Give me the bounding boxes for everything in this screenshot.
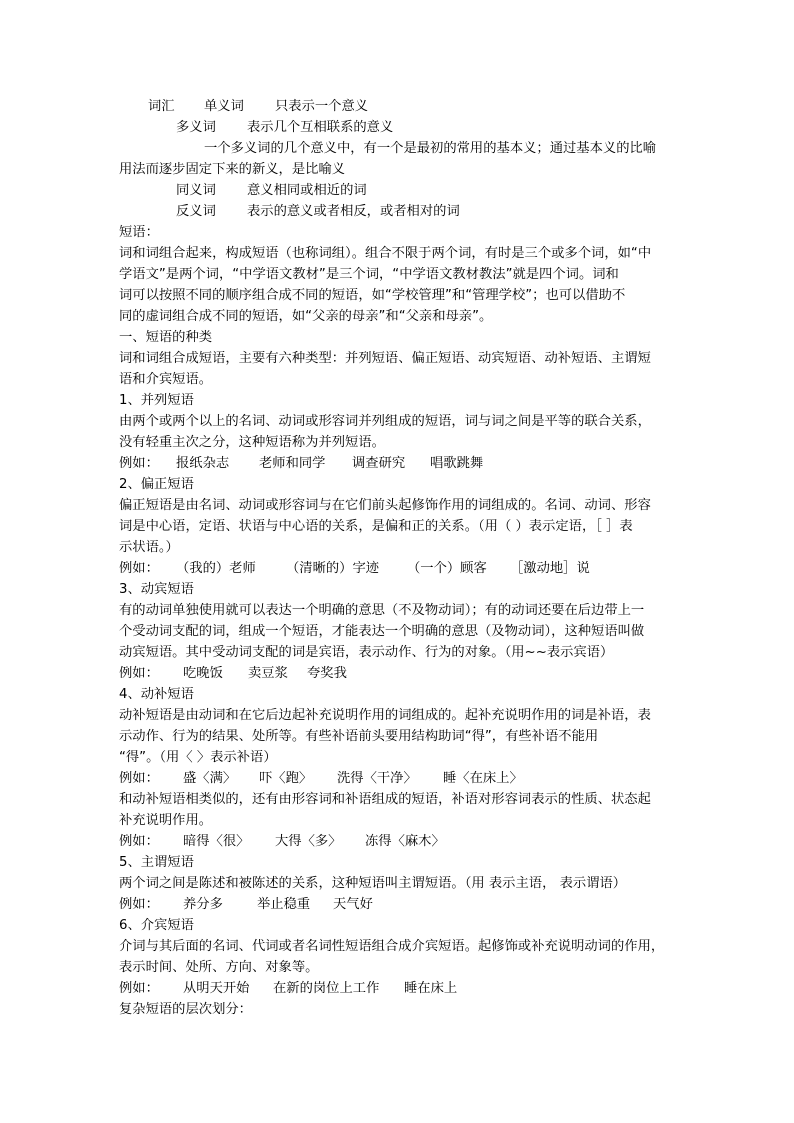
section-line: 介词与其后面的名词、代词或者名词性短语组合成介宾短语。起修饰或补充说明动词的作用， — [119, 939, 665, 954]
section-heading: 3、动宾短语 — [119, 582, 194, 597]
example-row — [119, 894, 689, 915]
section-line: 补充说明作用。 — [119, 813, 213, 828]
section-line: 由两个或两个以上的名词、动词或形容词并列组成的短语，词与词之间是平等的联合关系， — [119, 414, 651, 429]
section-heading: 2、偏正短语 — [119, 477, 194, 492]
example-item: 报纸杂志 — [176, 456, 230, 471]
example-item: 在新的岗位上工作 — [273, 981, 380, 996]
example-label: 例如： — [119, 771, 159, 786]
section-heading: 1、并列短语 — [119, 393, 194, 408]
syn-term: 同义词 — [176, 183, 216, 198]
section-line: 词是中心语，定语、状语与中心语的关系，是偏和正的关系。（用（ ）表示定语，［ ］表 — [119, 519, 633, 534]
section-line: 示状语。） — [119, 540, 179, 555]
section-heading: 4、动补短语 — [119, 687, 194, 702]
example-row — [119, 558, 689, 579]
section-line: 偏正短语是由名词、动词或形容词与在它们前头起修饰作用的词组成的。名词、动词、形容 — [119, 498, 651, 513]
example-row — [119, 768, 689, 789]
multi-note-line-1 — [119, 138, 689, 159]
section-line: 和动补短语相类似的，还有由形容词和补语组成的短语，补语对形容词表示的性质、状态起 — [119, 792, 651, 807]
intro-line: 学语文”是两个词，“中学语文教材”是三个词，“中学语文教材教法”就是四个词。词和 — [119, 267, 619, 282]
section-heading: 6、介宾短语 — [119, 918, 194, 933]
intro-line: 词和词组合起来，构成短语（也称词组）。组合不限于两个词，有时是三个或多个词，如“中 — [119, 246, 652, 261]
example-label: 例如： — [119, 561, 159, 576]
types-line: 语和介宾短语。 — [119, 372, 213, 387]
example-label: 例如： — [119, 981, 159, 996]
example-item: 暗得〈很〉 — [183, 834, 250, 849]
example-item: （一个）顾客 — [407, 561, 487, 576]
multi-note-text: 一个多义词的几个意义中，有一个是最初的常用的基本义；通过基本义的比喻 — [204, 141, 657, 156]
example-item: 老师和同学 — [259, 456, 326, 471]
single-term: 单义词 — [204, 99, 244, 114]
example-item: 举止稳重 — [257, 897, 311, 912]
example-item: （我的）老师 — [176, 561, 256, 576]
example-item: 冻得〈麻木〉 — [365, 834, 445, 849]
section-line: 动补短语是由动词和在它后边起补充说明作用的词组成的。起补充说明作用的词是补语，表 — [119, 708, 651, 723]
example-item: 睡〈在床上〉 — [443, 771, 523, 786]
intro-line: 同的虚词组合成不同的短语，如“父亲的母亲”和“父亲和母亲”。 — [119, 309, 493, 324]
multi-note-line-2: 用法而逐步固定下来的新义，是比喻义 — [119, 162, 346, 177]
intro-line: 词可以按照不同的顺序组合成不同的短语，如“学校管理”和“管理学校”；也可以借助不 — [119, 288, 626, 303]
ant-def: 表示的意义或者相反，或者相对的词 — [247, 204, 460, 219]
example-item: ［激动地］说 — [510, 561, 590, 576]
vocab-row-single — [119, 96, 689, 117]
example-item: 卖豆浆 — [248, 666, 288, 681]
example-item: 夸奖我 — [307, 666, 347, 681]
example-row — [119, 663, 689, 684]
example-item: 养分多 — [183, 897, 223, 912]
types-heading: 一、短语的种类 — [119, 330, 213, 345]
example-item: 洗得〈干净〉 — [337, 771, 417, 786]
example-item: 吓〈跑〉 — [259, 771, 313, 786]
section-line: 动宾短语。其中受动词支配的词是宾语，表示动作、行为的对象。（用~~表示宾语） — [119, 645, 614, 660]
vocab-label: 词汇 — [148, 99, 175, 114]
phrase-heading: 短语： — [119, 225, 159, 240]
multi-term: 多义词 — [176, 120, 216, 135]
multi-def: 表示几个互相联系的意义 — [247, 120, 394, 135]
section-heading: 5、主谓短语 — [119, 855, 194, 870]
example-item: 调查研究 — [352, 456, 406, 471]
example-label: 例如： — [119, 897, 159, 912]
example-row — [119, 978, 689, 999]
single-def: 只表示一个意义 — [275, 99, 369, 114]
example-item: 大得〈多〉 — [275, 834, 342, 849]
example-item: （清晰的）字迹 — [286, 561, 380, 576]
section-line: 没有轻重主次之分，这种短语称为并列短语。 — [119, 435, 385, 450]
section-line: 表示时间、处所、方向、对象等。 — [119, 960, 319, 975]
vocab-row-antonym — [119, 201, 689, 222]
example-label: 例如： — [119, 456, 159, 471]
ant-term: 反义词 — [176, 204, 216, 219]
section-line: 有的动词单独使用就可以表达一个明确的意思（不及物动词）；有的动词还要在后边带上一 — [119, 603, 645, 618]
section-line: 两个词之间是陈述和被陈述的关系，这种短语叫主谓短语。（用 表示主语， 表示谓语） — [119, 876, 627, 891]
example-item: 唱歌跳舞 — [430, 456, 484, 471]
types-line: 词和词组合成短语，主要有六种类型：并列短语、偏正短语、动宾短语、动补短语、主谓短 — [119, 351, 651, 366]
example-row — [119, 453, 689, 474]
example-item: 盛〈满〉 — [183, 771, 237, 786]
example-label: 例如： — [119, 666, 159, 681]
example-item: 吃晚饭 — [183, 666, 223, 681]
example-row — [119, 831, 689, 852]
example-item: 睡在床上 — [404, 981, 458, 996]
vocab-row-synonym — [119, 180, 689, 201]
section-line: 示动作、行为的结果、处所等。有些补语前头要用结构助词“得”，有些补语不能用 — [119, 729, 599, 744]
example-item: 从明天开始 — [183, 981, 250, 996]
vocab-row-multi — [119, 117, 689, 138]
section-line: 个受动词支配的词，组成一个短语，才能表达一个明确的意思（及物动词），这种短语叫做 — [119, 624, 645, 639]
example-label: 例如： — [119, 834, 159, 849]
section-line: “得”。（用〈 〉表示补语） — [119, 750, 277, 765]
final-heading: 复杂短语的层次划分： — [119, 1002, 252, 1017]
example-item: 天气好 — [333, 897, 373, 912]
syn-def: 意义相同或相近的词 — [247, 183, 367, 198]
